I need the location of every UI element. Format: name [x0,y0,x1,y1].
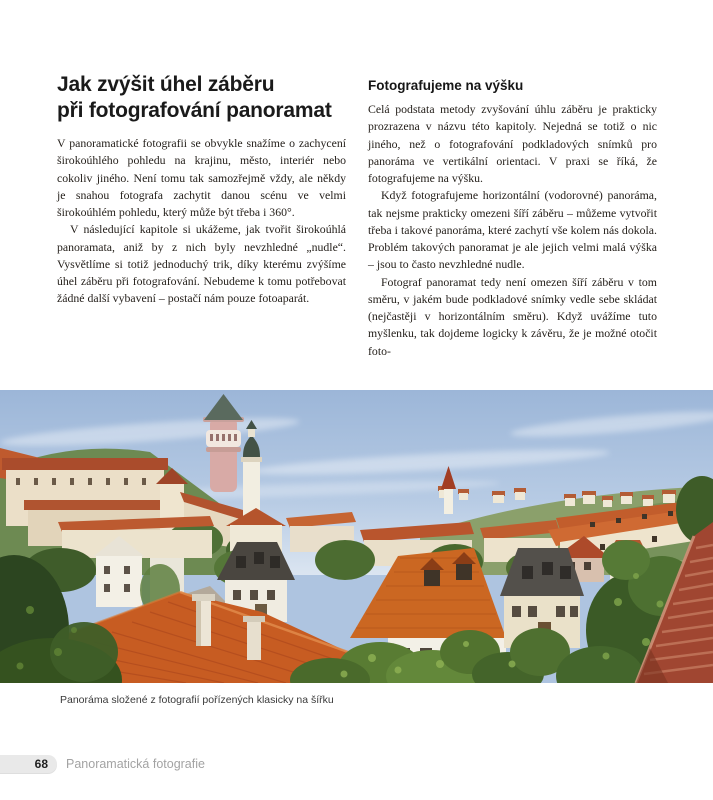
page-title-line2: při fotografování panoramat [57,98,332,122]
paragraph: V panoramatické fotografii se obvykle snažíme o zachycení širokoúhlého pohledu na krajinu, město, interiér nebo cokoliv jiného. Není tomu tak samozřejmě vždy, ale někdy je snahou fotografa zachytit danou scénu ve velmi širokoúhlém pohledu, který může být třeba i 360°. [57,136,346,219]
photo-caption: Panoráma složené z fotografií pořízených klasicky na šířku [60,694,334,706]
right-text-column [368,78,657,360]
panorama-illustration [0,390,713,683]
section-heading: Fotografujeme na výšku [368,78,524,93]
chapter-title: Panoramatická fotografie [66,757,205,771]
paragraph: Fotograf panoramat tedy není omezen šíří záběru v tom směru, v jakém bude podkladové snímky vedle sebe skládat (nejčastěji v horizontálním směru). Když uvážíme tuto myšlenku, tak dojdeme logicky k závěru, že je možné otočit foto- [368,274,657,358]
page-title-line1: Jak zvýšit úhel záběru [57,73,275,96]
paragraph: Celá podstata metody zvyšování úhlu záběru je prakticky prozrazena v názvu této kapitoly. Nejedná se totiž o nic jiného, než o fotografování podkladových snímků pro panoráma ve vertikální orientaci. V praxi se říká, že fotografujeme na výšku. [368,102,657,185]
page-number-badge [0,755,57,773]
paragraph: V následující kapitole si ukážeme, jak tvořit širokoúhlá panoramata, aniž by z nich byly nevzhledné „nudle“. Vysvětlíme si totiž jednoduchý trik, díky kterému zvýšíme úhel záběru při fotografování. Nebudeme k tomu potřebovat žádné další vybavení – postačí nám pouze fotoaparát. [57,222,346,306]
paragraph: Když fotografujeme horizontální (vodorovné) panoráma, tak nejsme prakticky omezeni šíří záběru – můžeme vytvořit třeba i takové panoráma, které zachytí vše kolem nás dokola. Problém takových panoramat je ale jejich velmi malá výška – jsou to často nevzhledné nudle. [368,188,657,272]
page-number: 68 [34,757,48,771]
left-text-column [57,135,346,308]
panorama-photo [0,390,713,683]
page-title [57,72,377,123]
